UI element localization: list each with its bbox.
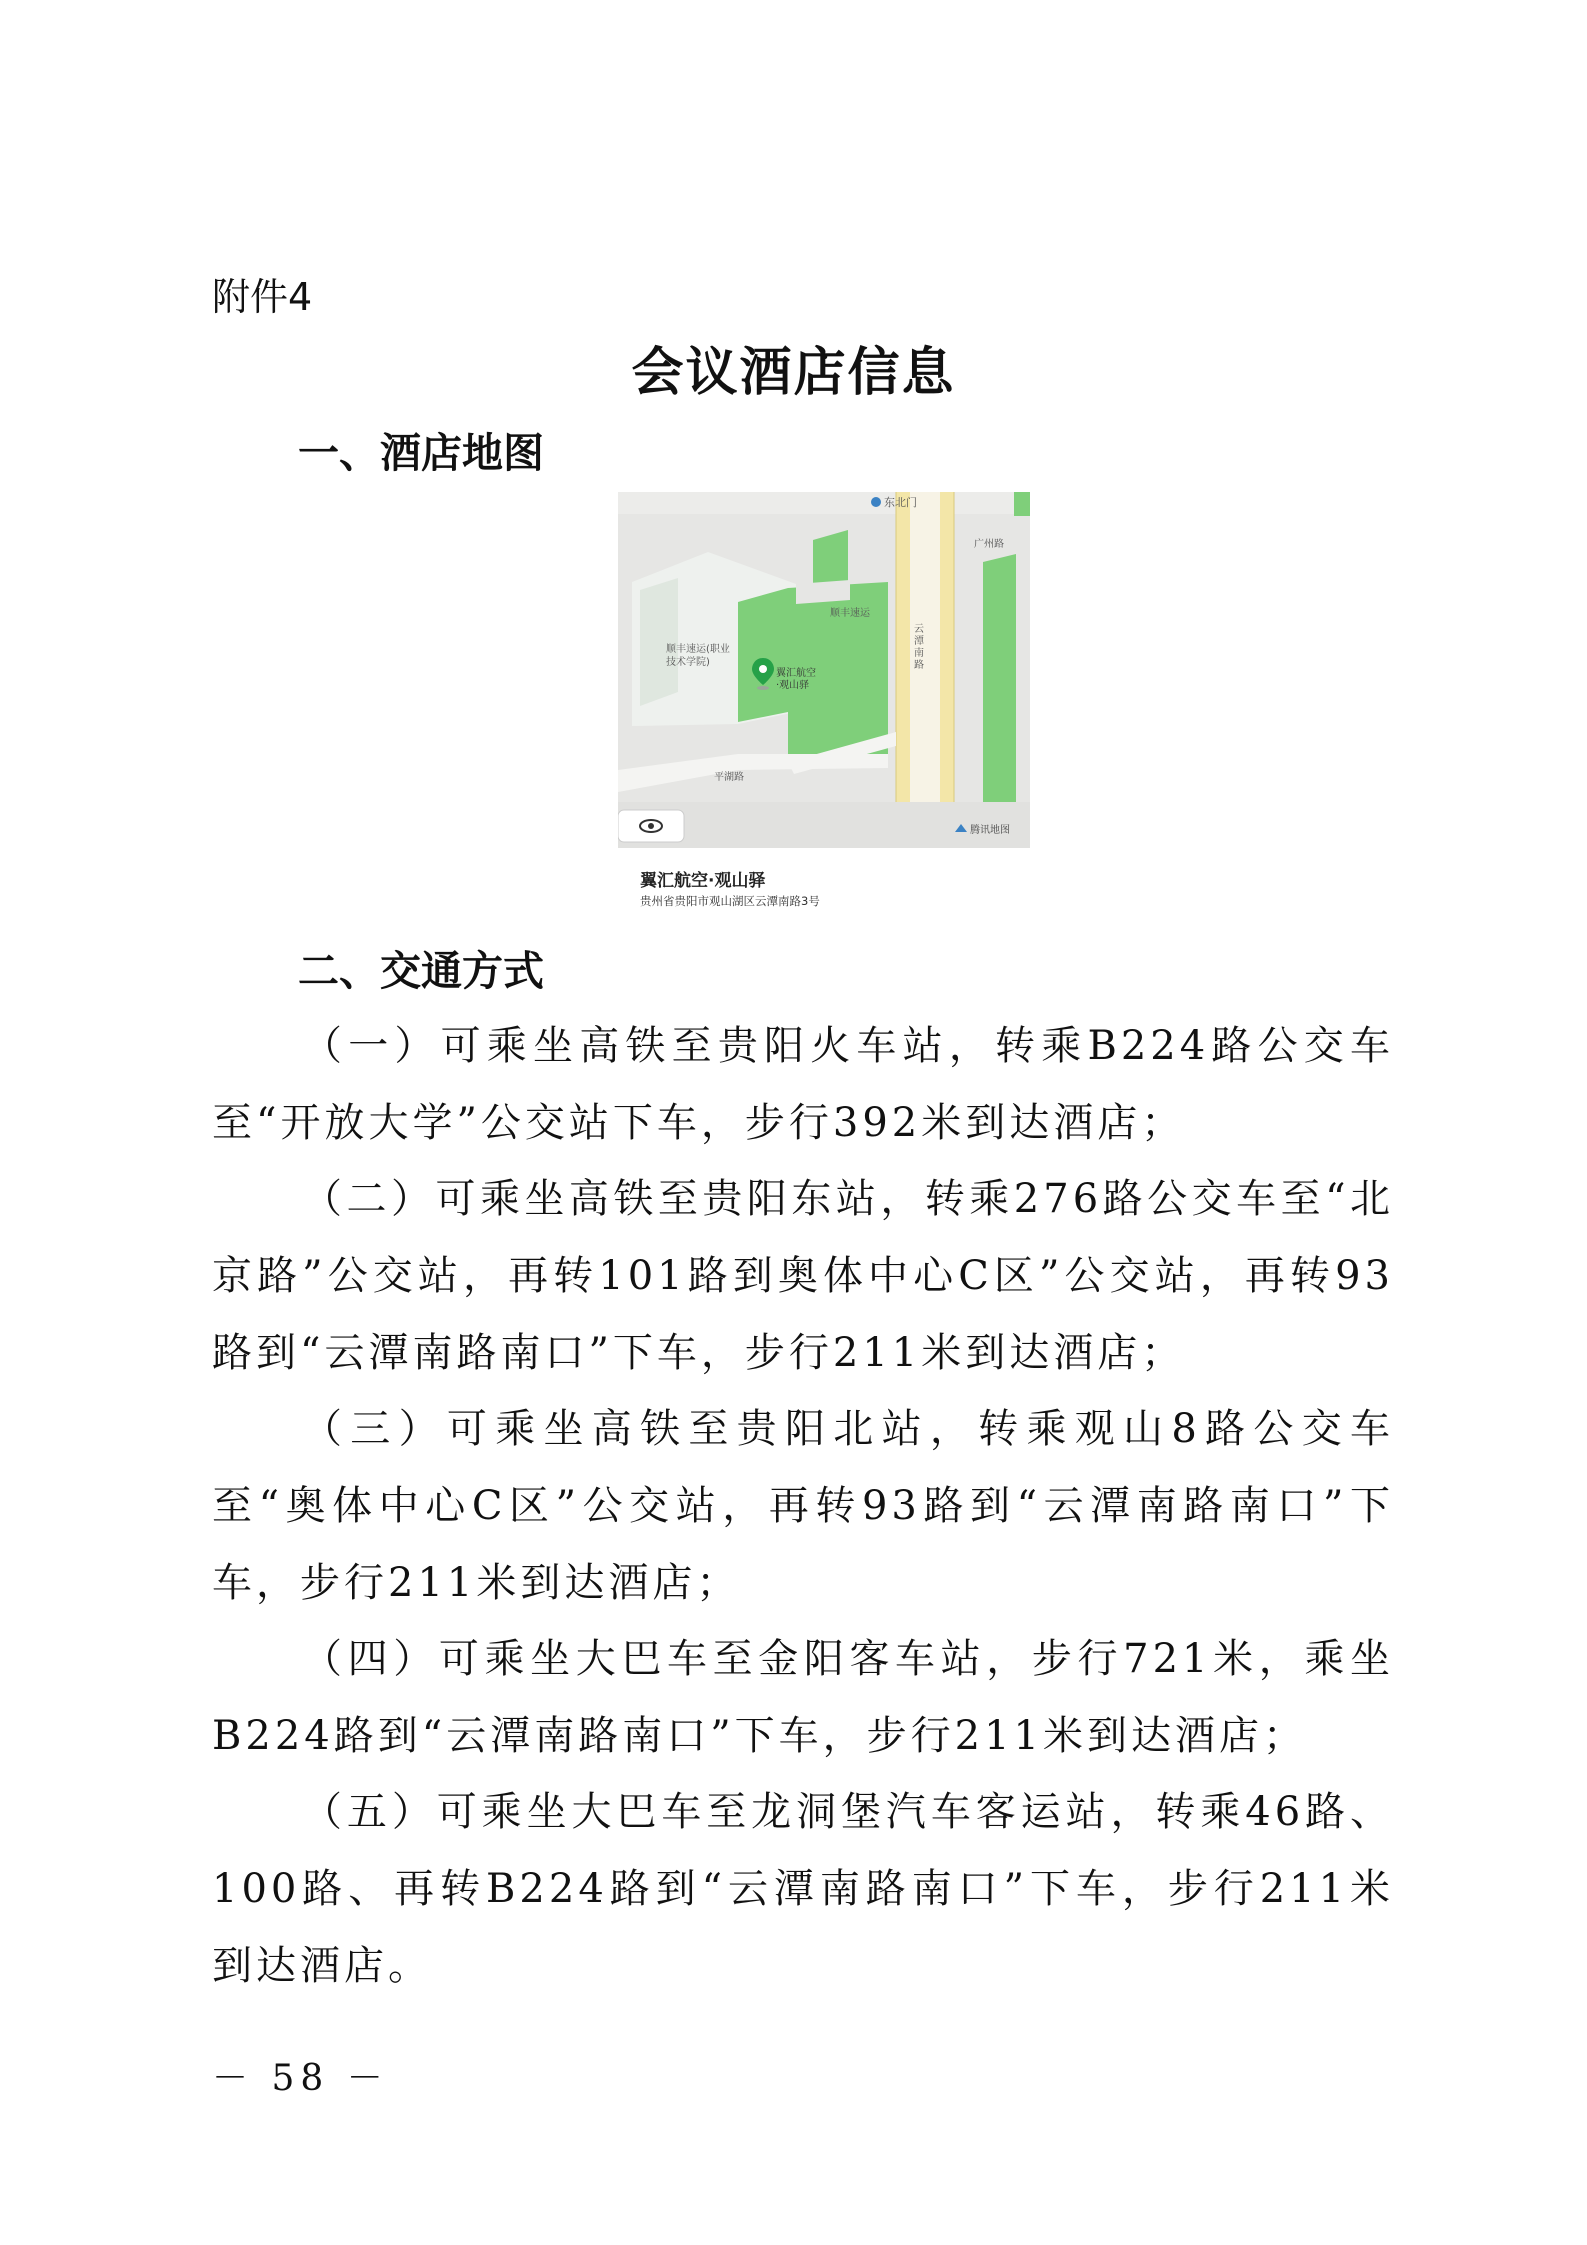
hotel-map xyxy=(618,492,1030,848)
section-heading-transport: 二、交通方式 xyxy=(298,947,544,995)
page-title: 会议酒店信息 xyxy=(631,343,956,403)
map-label-shunfeng: 顺丰速运 xyxy=(830,608,870,619)
map-label-yuntan-4: 路 xyxy=(914,660,924,671)
metro-icon xyxy=(871,497,881,507)
map-label-hotel-2: ·观山驿 xyxy=(776,680,810,691)
hotel-address: 贵州省贵阳市观山湖区云潭南路3号 xyxy=(640,894,820,908)
hotel-name: 翼汇航空·观山驿 xyxy=(640,871,766,891)
transport-item-2: （二）可乘坐高铁至贵阳东站，转乘276路公交车至“北京路”公交站，再转101路到奥体中心C区”公交站，再转93路到“云潭南路南口”下车，步行211米到达酒店； xyxy=(212,1176,1394,1376)
map-label-yuntan-1: 云 xyxy=(914,624,924,635)
map-label-yuntan-2: 潭 xyxy=(914,636,924,647)
transport-item-5: （五）可乘坐大巴车至龙洞堡汽车客运站，转乘46路、100路、再转B224路到“云潭南路南口”下车，步行211米到达酒店。 xyxy=(212,1789,1394,1989)
map-label-pinghu-road: 平湖路 xyxy=(714,772,744,783)
map-label-shunfeng-college-2: 技术学院) xyxy=(666,657,710,668)
page-number: － 58 － xyxy=(212,2058,389,2099)
map-label-shunfeng-college-1: 顺丰速运(职业 xyxy=(666,644,730,655)
map-label-guangzhou-road: 广州路 xyxy=(974,539,1004,550)
transport-item-3: （三）可乘坐高铁至贵阳北站，转乘观山8路公交车至“奥体中心C区”公交站，再转93路到“云潭南路南口”下车，步行211米到达酒店； xyxy=(212,1406,1394,1606)
map-label-tencent: 腾讯地图 xyxy=(970,825,1010,836)
transport-item-1: （一）可乘坐高铁至贵阳火车站，转乘B224路公交车至“开放大学”公交站下车，步行392米到达酒店； xyxy=(212,1023,1394,1146)
map-label-yuntan-3: 南 xyxy=(914,648,924,659)
section-heading-hotel-map: 一、酒店地图 xyxy=(298,429,544,477)
map-label-east-north-gate: 东北门 xyxy=(884,496,917,509)
attachment-label: 附件4 xyxy=(212,275,313,319)
map-label-hotel-1: 翼汇航空 xyxy=(776,668,816,679)
transport-item-4: （四）可乘坐大巴车至金阳客车站，步行721米，乘坐B224路到“云潭南路南口”下车，步行211米到达酒店； xyxy=(212,1636,1394,1759)
